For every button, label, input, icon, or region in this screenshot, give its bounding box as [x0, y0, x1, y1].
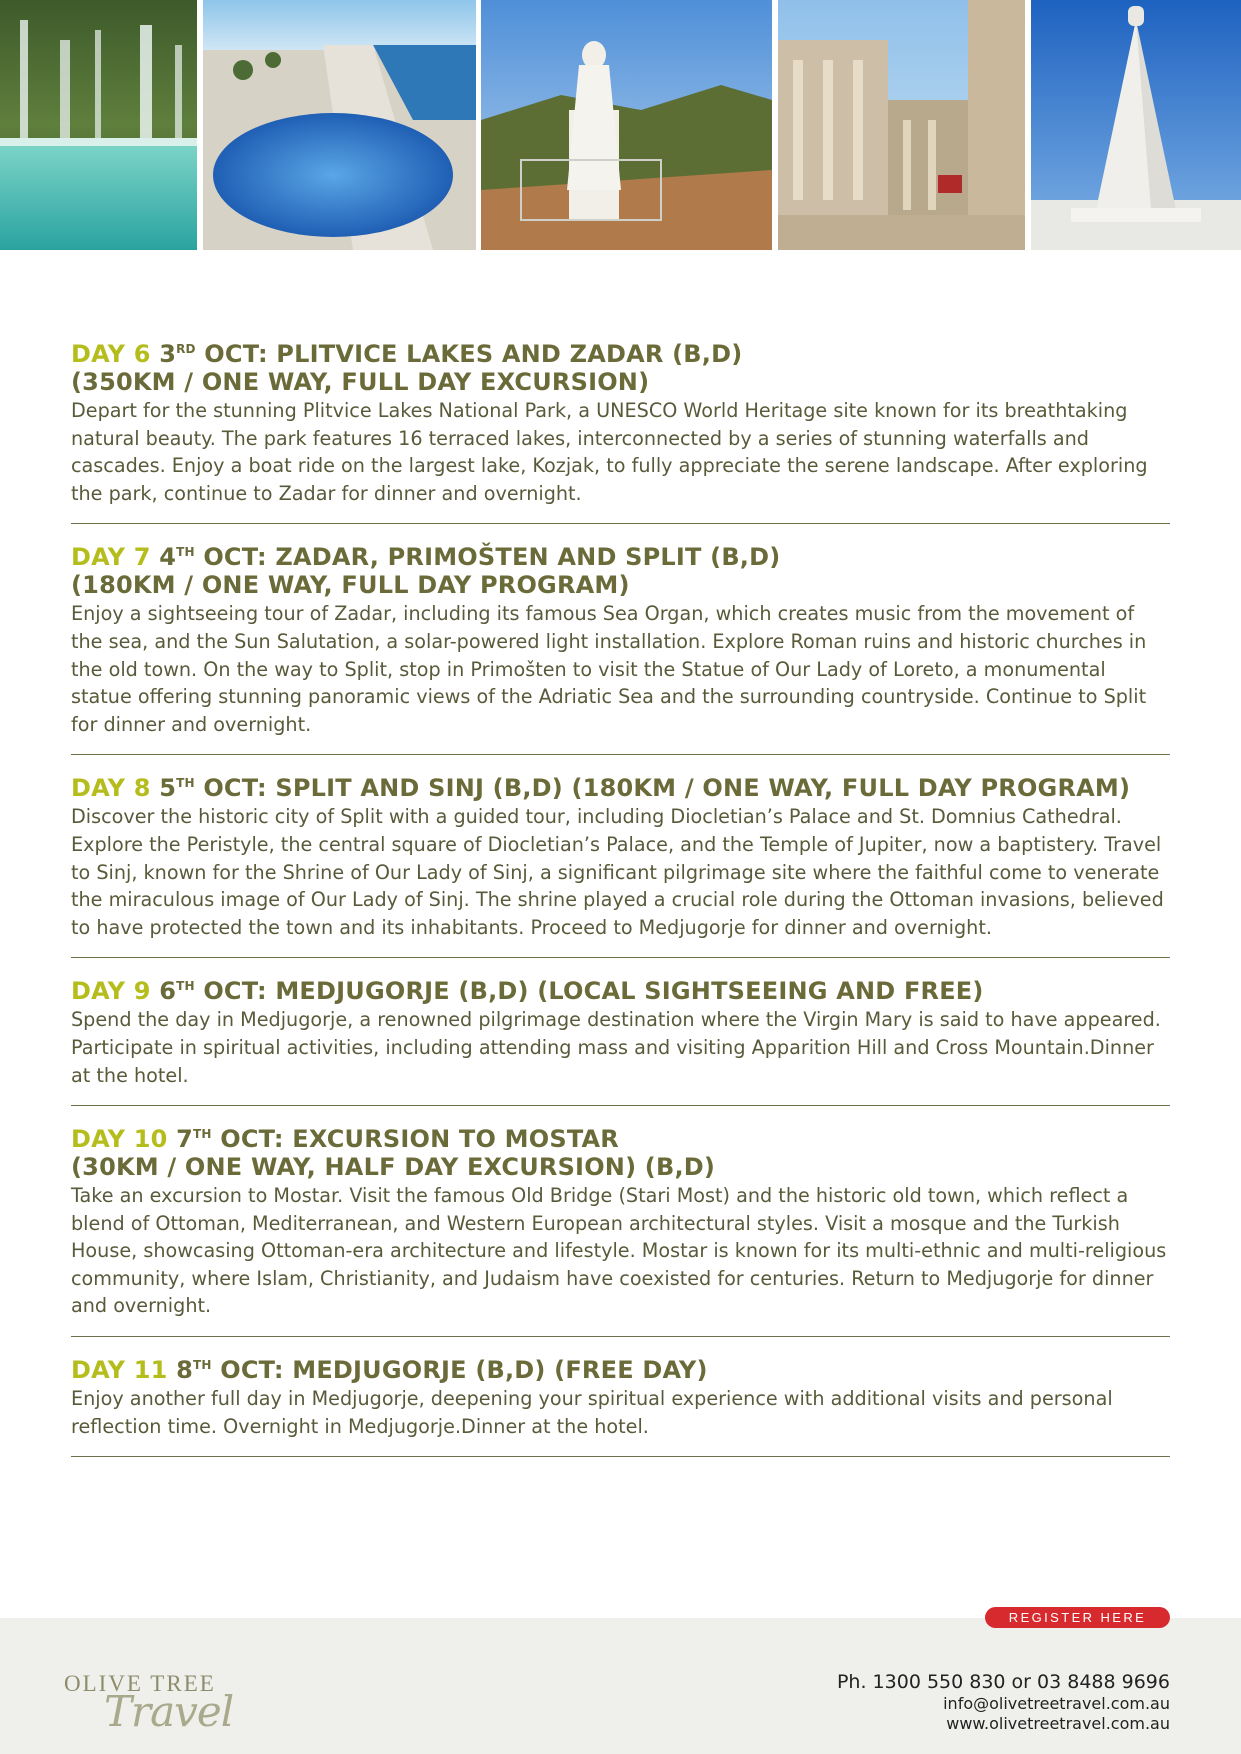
day-title: OCT: EXCURSION TO MOSTAR [220, 1125, 619, 1154]
day-9-section [71, 977, 1170, 1106]
day-number: DAY 9 [71, 977, 151, 1006]
day-date-suffix: TH [176, 545, 195, 560]
photo-our-lady-of-loreto [481, 0, 772, 250]
logo-script: Travel [104, 1687, 234, 1736]
day-date-number: 6 [159, 977, 177, 1006]
day-description: Spend the day in Medjugorje, a renowned pilgrimage destination where the Virgin Mary is said to have appeared. Participate in spiritual activities, including attending mass and visiting Apparition Hill and Cross Mountain.Dinner at the hotel. [71, 1008, 1161, 1087]
phone-number: Ph. 1300 550 830 or 03 8488 9696 [836, 1671, 1170, 1693]
website-link[interactable]: www.olivetreetravel.com.au [946, 1714, 1170, 1733]
day-date-suffix: RD [176, 342, 196, 356]
day-number: DAY 8 [71, 774, 151, 803]
olive-tree-travel-logo [64, 1665, 244, 1745]
itinerary [71, 340, 1170, 1476]
day-description: Enjoy a sightseeing tour of Zadar, including its famous Sea Organ, which creates music from the movement of the sea, and the Sun Salutation, a solar-powered light installation. Explore Roman ruins and historic churches in the old town. On the way to Split, stop in Primošten to visit the Statue of Our Lady of Loreto, a monumental statue offering stunning panoramic views of the Adriatic Sea and the surrounding countryside. Continue to Split for dinner and overnight. [71, 602, 1147, 736]
photo-plitvice-waterfalls [0, 0, 197, 250]
day-date-number: 5 [159, 774, 177, 803]
day-description: Discover the historic city of Split with a guided tour, including Diocletian’s Palace and St. Domnius Cathedral. Explore the Peristyle, the central square of Diocletian’s Palace, and the Temple of Jupiter, now a baptistery. Travel to Sinj, known for the Shrine of Our Lady of Sinj, a significant pilgrimage site where the faithful come to venerate the miraculous image of Our Lady of Sinj. The shrine played a crucial role during the Ottoman invasions, believed to have protected the town and its inhabitants. Proceed to Medjugorje for dinner and overnight. [71, 805, 1164, 939]
day-title: OCT: MEDJUGORJE (B,D) (LOCAL SIGHTSEEING AND FREE) [203, 977, 984, 1006]
day-heading [71, 774, 1170, 802]
day-date-number: 7 [176, 1125, 194, 1154]
contact-details [837, 1670, 1170, 1734]
day-heading [71, 1356, 1170, 1384]
photo-shrine-tower [1031, 0, 1241, 250]
day-11-section [71, 1356, 1170, 1457]
register-here-button[interactable]: REGISTER HERE [985, 1607, 1170, 1628]
day-date-number: 3 [159, 340, 177, 368]
day-title: OCT: ZADAR, PRIMOŠTEN AND SPLIT (B,D) [203, 543, 781, 572]
day-6-section [71, 340, 1170, 524]
day-7-section [71, 543, 1170, 755]
day-date-suffix: TH [176, 776, 195, 791]
day-description: Enjoy another full day in Medjugorje, deepening your spiritual experience with additional visits and personal reflection time. Overnight in Medjugorje.Dinner at the hotel. [71, 1387, 1113, 1438]
day-description: Depart for the stunning Plitvice Lakes National Park, a UNESCO World Heritage site known for its breathtaking natural beauty. The park features 16 terraced lakes, interconnected by a series of stunning waterfalls and cascades. Enjoy a boat ride on the largest lake, Kozjak, to fully appreciate the serene landscape. After exploring the park, continue to Zadar for dinner and overnight. [71, 399, 1148, 505]
day-heading [71, 1125, 1170, 1181]
logo-wordmark: OLIVE TREE [64, 1671, 216, 1696]
day-description: Take an excursion to Mostar. Visit the famous Old Bridge (Stari Most) and the historic old town, which reflect a blend of Ottoman, Mediterranean, and Western European architectural styles. Visit a mosque and the Turkish House, showcasing Ottoman-era architecture and lifestyle. Mostar is known for its multi-ethnic and multi-religious community, where Islam, Christianity, and Judaism have coexisted for centuries. Return to Medjugorje for dinner and overnight. [71, 1184, 1167, 1318]
day-title: OCT: MEDJUGORJE (B,D) (FREE DAY) [220, 1356, 708, 1385]
day-date-number: 4 [159, 543, 177, 572]
day-heading [71, 977, 1170, 1005]
day-heading [71, 543, 1170, 599]
day-subtitle: (180KM / ONE WAY, FULL DAY PROGRAM) [71, 571, 630, 600]
day-number: DAY 11 [71, 1356, 168, 1385]
photo-zadar-sun-salutation [203, 0, 476, 250]
day-heading [71, 340, 1170, 396]
email-link[interactable]: info@olivetreetravel.com.au [943, 1694, 1170, 1713]
day-title: OCT: PLITVICE LAKES AND ZADAR (B,D) [204, 340, 743, 368]
day-8-section [71, 774, 1170, 958]
day-date-suffix: TH [193, 1358, 212, 1373]
day-subtitle: (350KM / ONE WAY, FULL DAY EXCURSION) [71, 368, 650, 396]
day-10-section [71, 1125, 1170, 1337]
day-title: OCT: SPLIT AND SINJ (B,D) (180KM / ONE WAY, FULL DAY PROGRAM) [203, 774, 1131, 803]
day-subtitle: (30KM / ONE WAY, HALF DAY EXCURSION) (B,D) [71, 1153, 716, 1182]
photo-diocletian-peristyle [778, 0, 1025, 250]
day-number: DAY 7 [71, 543, 151, 572]
day-number: DAY 6 [71, 340, 151, 368]
day-date-suffix: TH [176, 979, 195, 994]
photo-strip [0, 0, 1241, 250]
day-date-number: 8 [176, 1356, 194, 1385]
day-date-suffix: TH [193, 1127, 212, 1142]
day-number: DAY 10 [71, 1125, 168, 1154]
